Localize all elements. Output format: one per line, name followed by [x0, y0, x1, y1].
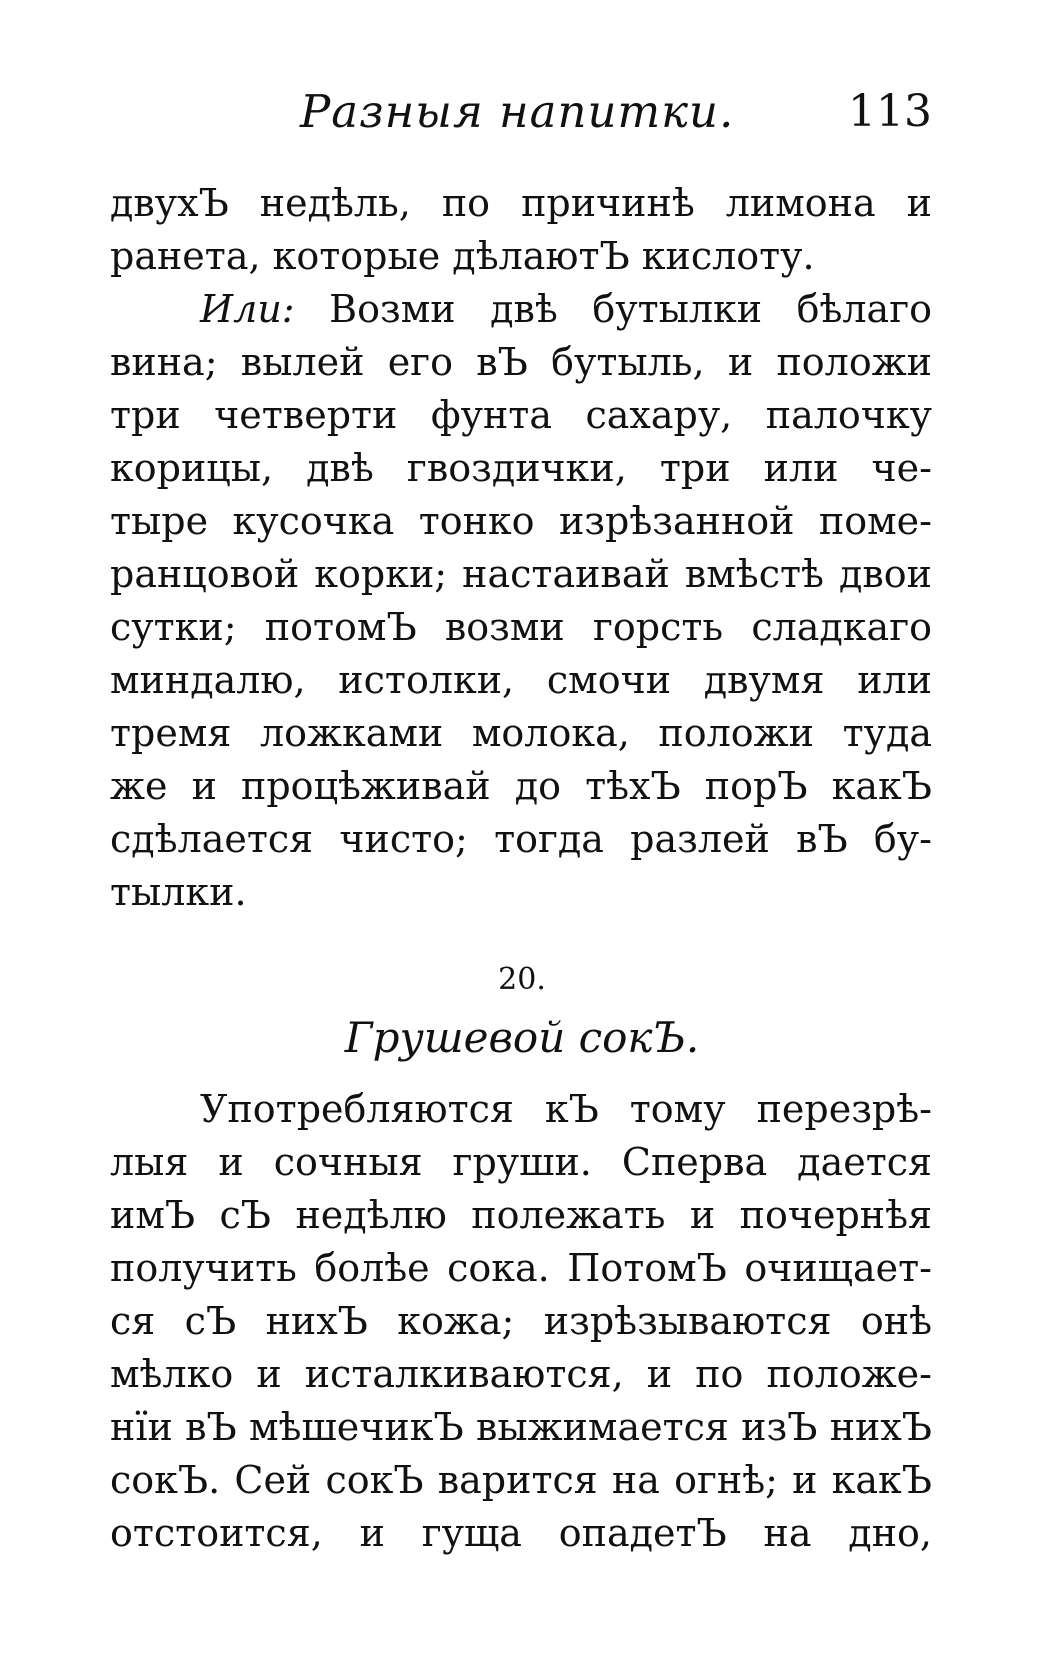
text-line: отстоится, и гуща опадетЪ на дно,: [110, 1511, 932, 1555]
text-line: же и процѣживай до тѣхЪ порЪ какЪ: [110, 764, 932, 808]
text-line: ранцовой корки; настаивай вмѣстѣ двои: [110, 552, 932, 596]
text-line: сдѣлается чисто; тогда разлей вЪ бу-: [110, 817, 932, 861]
text-line: Употребляются кЪ тому перезрѣ-: [200, 1087, 932, 1131]
recipe-text: [110, 1083, 932, 1560]
text-line: двухЪ недѣль, по причинѣ лимона и: [110, 181, 932, 225]
recipe-text-continued: [110, 177, 932, 919]
text-line: нïи вЪ мѣшечикЪ выжимается изЪ нихЪ: [110, 1405, 932, 1449]
text-line: [110, 283, 932, 336]
text-line: тыре кусочка тонко изрѣзанной поме-: [110, 499, 932, 543]
text-line: тремя ложками молока, положи туда: [110, 711, 932, 755]
text-line: вина; вылей его вЪ бутыль, и положи: [110, 340, 932, 384]
text-line: получить болѣе сока. ПотомЪ очищает-: [110, 1246, 932, 1290]
text-line: сокЪ. Сей сокЪ варится на огнѣ; и какЪ: [110, 1458, 932, 1502]
page-number: 113: [848, 86, 932, 137]
text-line: ранета, которые дѣлаютЪ кислоту.: [110, 234, 815, 278]
running-title: Разныя напитки.: [300, 85, 735, 138]
text-line-content: Возми двѣ бутылки бѣлаго: [329, 287, 932, 331]
section-number: 20.: [498, 962, 546, 997]
text-line: миндалю, истолки, смочи двумя или: [110, 658, 932, 702]
text-line: ся сЪ нихЪ кожа; изрѣзываются онѣ: [110, 1299, 932, 1343]
text-line: корицы, двѣ гвоздички, три или че-: [110, 446, 932, 490]
text-line: имЪ сЪ недѣлю полежать и почернѣя: [110, 1193, 932, 1237]
text-line: три четверти фунта сахару, палочку: [110, 393, 932, 437]
section-title: Грушевой сокЪ.: [344, 1013, 700, 1062]
ili-label: Или:: [200, 287, 295, 331]
text-line: сутки; потомЪ возми горсть сладкаго: [110, 605, 932, 649]
text-line: тылки.: [110, 870, 247, 914]
running-head: [300, 82, 932, 142]
text-line: мѣлко и исталкиваются, и по положе-: [110, 1352, 932, 1396]
text-line: лыя и сочныя груши. Сперва дается: [110, 1140, 932, 1184]
